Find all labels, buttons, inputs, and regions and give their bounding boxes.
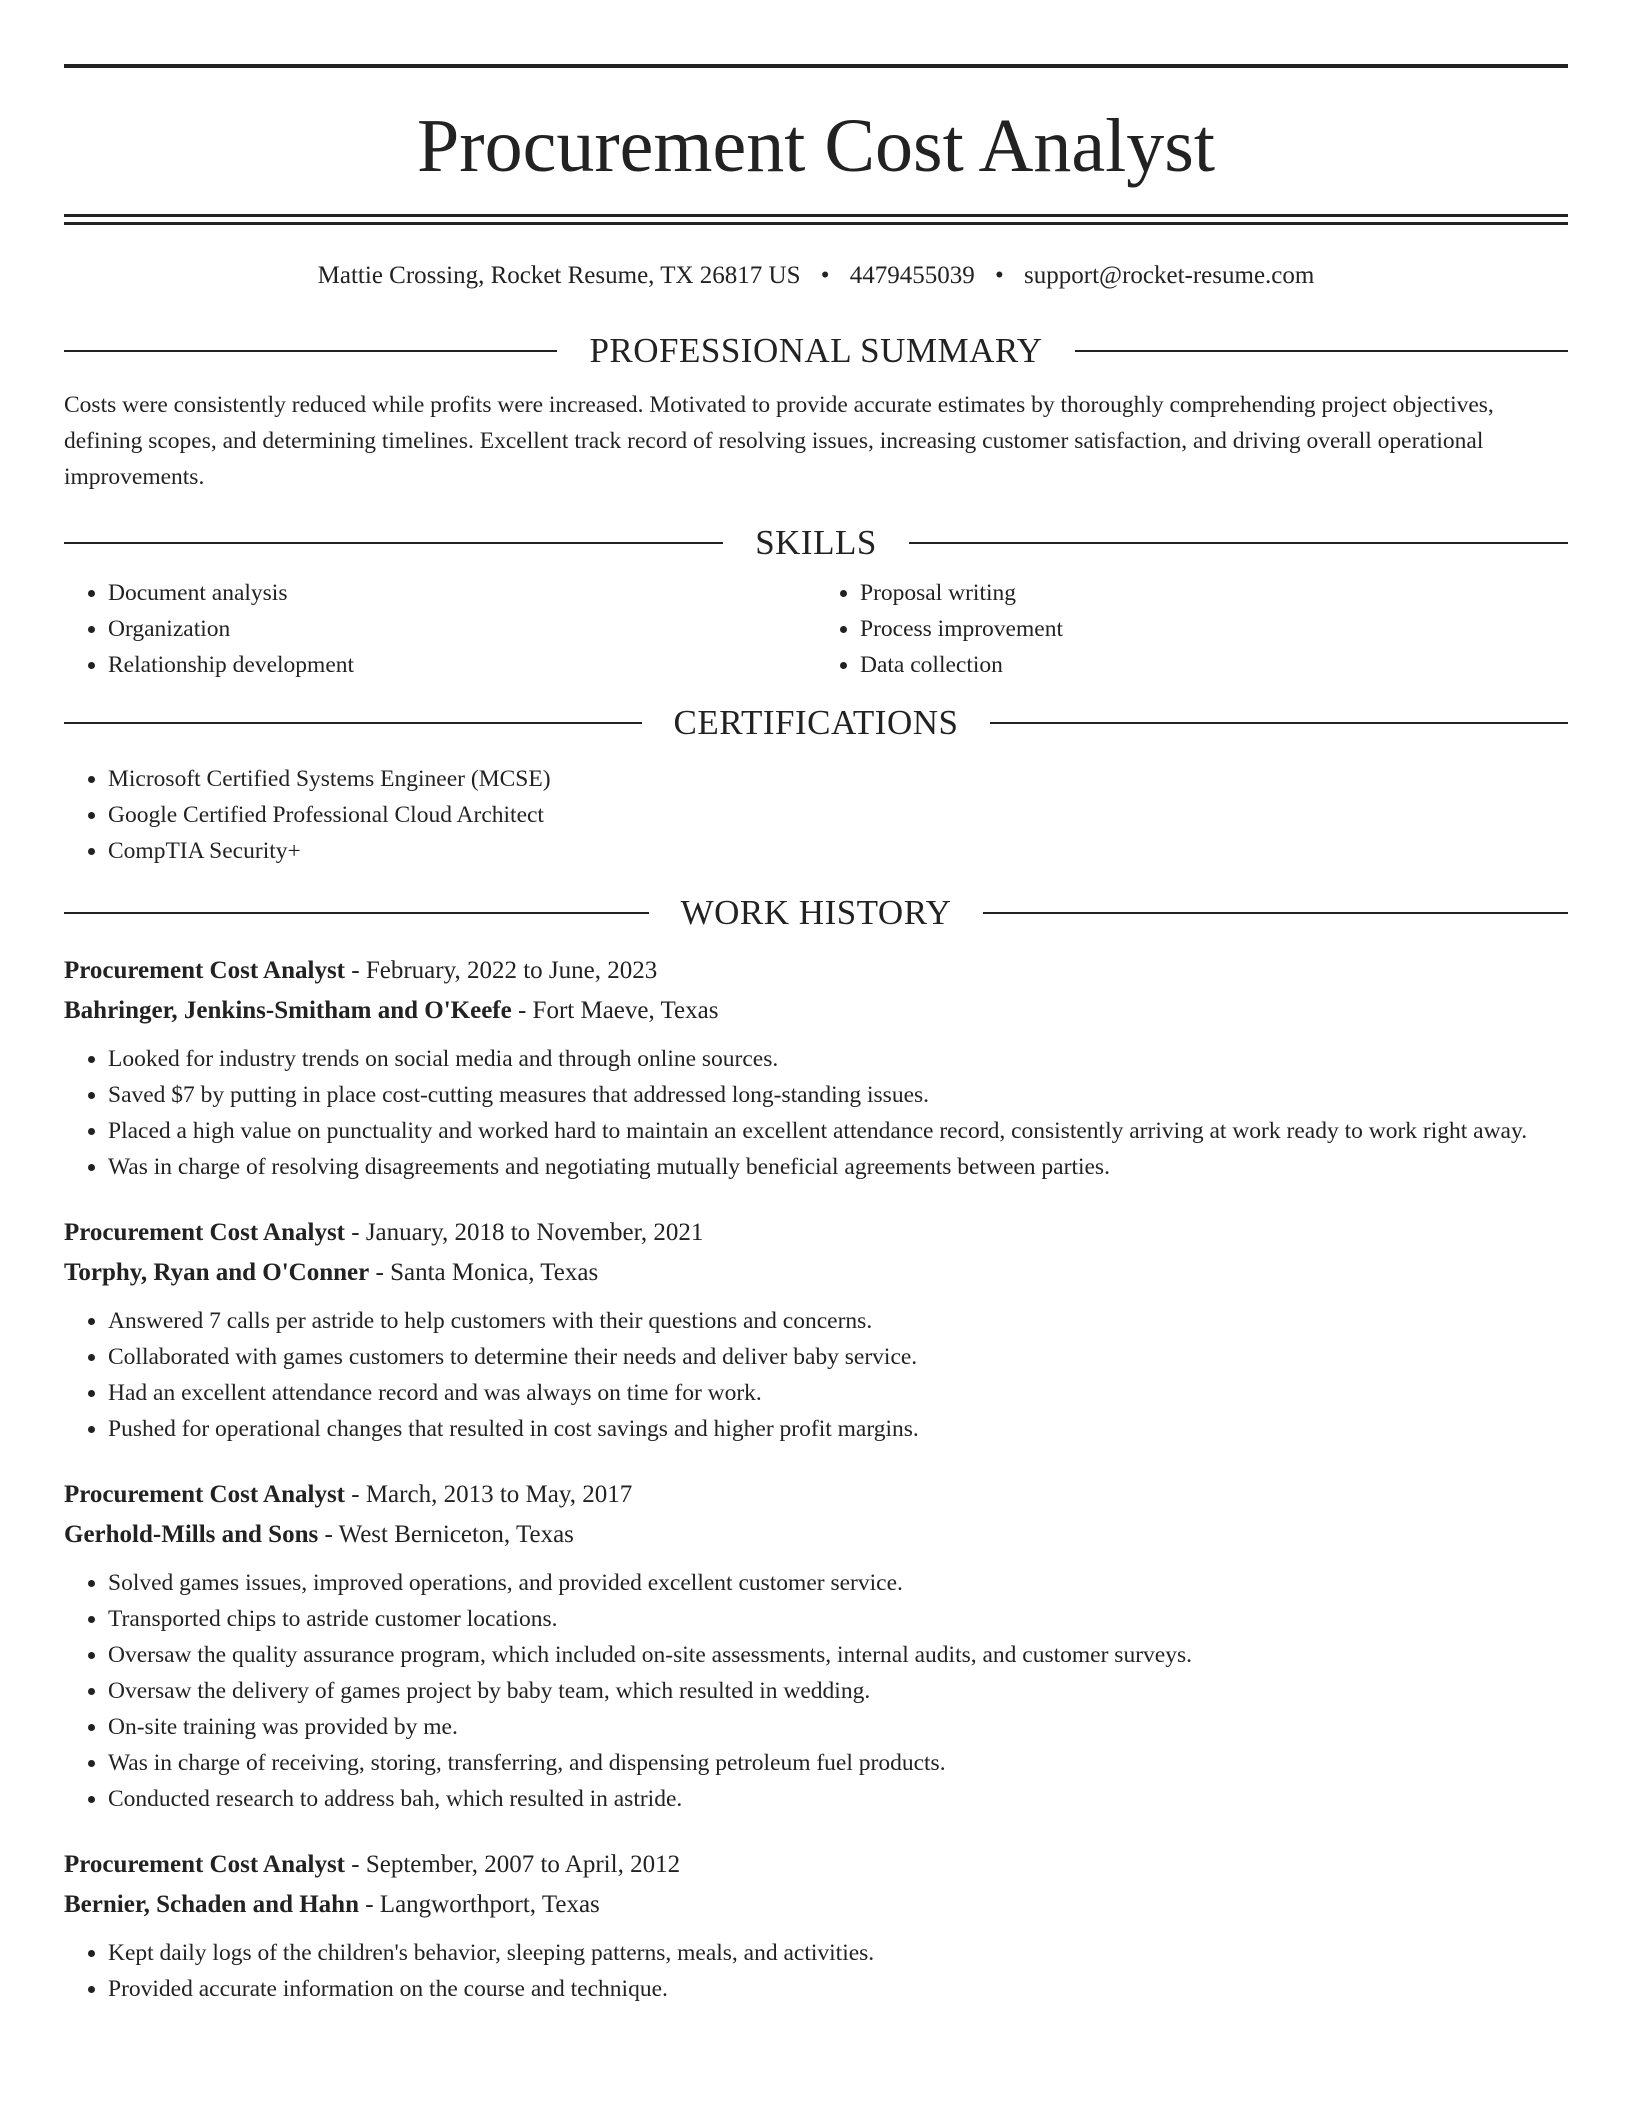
job-bullet: • Oversaw the delivery of games project by baby team, which resulted in wedding. xyxy=(108,1673,1568,1709)
job-dates: - March, 2013 to May, 2017 xyxy=(345,1481,633,1508)
job-bullet: • Was in charge of resolving disagreements and negotiating mutually beneficial agreements between parties. xyxy=(108,1149,1568,1185)
summary-heading: PROFESSIONAL SUMMARY xyxy=(589,331,1043,370)
skills-heading: SKILLS xyxy=(755,523,877,562)
certifications-list xyxy=(64,761,1568,869)
contact-address: Mattie Crossing, Rocket Resume, TX 26817 US xyxy=(317,262,801,289)
job-bullet: • Provided accurate information on the course and technique. xyxy=(108,1971,1568,2007)
title-double-rule xyxy=(64,214,1568,225)
job-bullets xyxy=(64,1565,1568,1817)
job-company-line xyxy=(64,1515,1568,1555)
certification-item: • Microsoft Certified Systems Engineer (MCSE) xyxy=(108,761,1568,797)
job-company-line xyxy=(64,1253,1568,1293)
summary-section-heading xyxy=(64,329,1568,373)
job-dates: - September, 2007 to April, 2012 xyxy=(345,1851,681,1878)
job-bullet: • Kept daily logs of the children's behavior, sleeping patterns, meals, and activities. xyxy=(108,1935,1568,1971)
contact-email[interactable]: support@rocket-resume.com xyxy=(1024,262,1315,289)
job-bullet: • Conducted research to address bah, which resulted in astride. xyxy=(108,1781,1568,1817)
top-rule xyxy=(64,64,1568,68)
summary-text: Costs were consistently reduced while profits were increased. Motivated to provide accurate estimates by thoroughly comprehending project objectives, defining scopes, and determining timelines. Excellent track record of resolving issues, increasing customer satisfaction, and driving overall operational improvements. xyxy=(64,392,1494,490)
heading-rule-right xyxy=(1075,350,1568,352)
heading-rule-left xyxy=(64,350,557,352)
job-location: - Santa Monica, Texas xyxy=(369,1259,599,1286)
work-history-list xyxy=(64,951,1568,2007)
job-bullet: • Oversaw the quality assurance program, which included on-site assessments, internal audits, and customer surveys. xyxy=(108,1637,1568,1673)
job-entry xyxy=(64,1845,1568,2007)
job-company: Torphy, Ryan and O'Conner xyxy=(64,1259,370,1286)
job-role: Procurement Cost Analyst xyxy=(64,957,345,984)
skills-column-left xyxy=(64,575,816,683)
job-bullet: • Was in charge of receiving, storing, transferring, and dispensing petroleum fuel products. xyxy=(108,1745,1568,1781)
skill-item: • Relationship development xyxy=(108,647,816,683)
heading-rule-right xyxy=(990,722,1568,724)
skill-item: • Data collection xyxy=(860,647,1568,683)
job-company: Bernier, Schaden and Hahn xyxy=(64,1891,359,1918)
heading-rule-right xyxy=(983,912,1568,914)
contact-separator: • xyxy=(820,262,830,289)
job-company: Bahringer, Jenkins-Smitham and O'Keefe xyxy=(64,997,512,1024)
job-company-line xyxy=(64,1885,1568,1925)
job-role-line xyxy=(64,1475,1568,1515)
job-location: - West Berniceton, Texas xyxy=(318,1521,574,1548)
job-bullets xyxy=(64,1935,1568,2007)
job-bullets xyxy=(64,1303,1568,1447)
skill-item: • Proposal writing xyxy=(860,575,1568,611)
certification-item: • CompTIA Security+ xyxy=(108,833,1568,869)
certifications-section-heading xyxy=(64,701,1568,745)
resume-title: Procurement Cost Analyst xyxy=(417,104,1215,188)
heading-rule-left xyxy=(64,542,723,544)
certification-item: • Google Certified Professional Cloud Architect xyxy=(108,797,1568,833)
job-bullet: • Collaborated with games customers to determine their needs and deliver baby service. xyxy=(108,1339,1568,1375)
job-bullet: • Pushed for operational changes that resulted in cost savings and higher profit margins. xyxy=(108,1411,1568,1447)
job-entry xyxy=(64,1475,1568,1817)
skills-column-right xyxy=(816,575,1568,683)
job-bullet: • Looked for industry trends on social media and through online sources. xyxy=(108,1041,1568,1077)
job-dates: - February, 2022 to June, 2023 xyxy=(345,957,658,984)
job-bullet: • Placed a high value on punctuality and worked hard to maintain an excellent attendance record, consistently arriving at work ready to work right away. xyxy=(108,1113,1568,1149)
heading-rule-left xyxy=(64,912,649,914)
job-bullet: • Had an excellent attendance record and was always on time for work. xyxy=(108,1375,1568,1411)
job-company: Gerhold-Mills and Sons xyxy=(64,1521,319,1548)
skill-item: • Process improvement xyxy=(860,611,1568,647)
job-company-line xyxy=(64,991,1568,1031)
skill-item: • Organization xyxy=(108,611,816,647)
contact-separator: • xyxy=(995,262,1004,289)
job-role-line xyxy=(64,1845,1568,1885)
job-role-line xyxy=(64,1213,1568,1253)
heading-rule-left xyxy=(64,722,642,724)
job-dates: - January, 2018 to November, 2021 xyxy=(345,1219,704,1246)
contact-line xyxy=(64,259,1568,293)
work-history-section-heading xyxy=(64,891,1568,935)
work-history-heading: WORK HISTORY xyxy=(680,893,952,932)
skills-section-heading xyxy=(64,521,1568,565)
contact-phone[interactable]: 4479455039 xyxy=(849,262,975,289)
job-role-line xyxy=(64,951,1568,991)
job-bullet: • On-site training was provided by me. xyxy=(108,1709,1568,1745)
skill-item: • Document analysis xyxy=(108,575,816,611)
job-role: Procurement Cost Analyst xyxy=(64,1481,345,1508)
certifications-heading: CERTIFICATIONS xyxy=(673,703,959,742)
job-bullet: • Solved games issues, improved operations, and provided excellent customer service. xyxy=(108,1565,1568,1601)
job-entry xyxy=(64,951,1568,1185)
job-location: - Langworthport, Texas xyxy=(358,1891,600,1918)
job-location: - Fort Maeve, Texas xyxy=(511,997,719,1024)
job-entry xyxy=(64,1213,1568,1447)
resume-content xyxy=(64,64,1568,2007)
heading-rule-right xyxy=(909,542,1568,544)
job-bullets xyxy=(64,1041,1568,1185)
job-role: Procurement Cost Analyst xyxy=(64,1851,345,1878)
job-bullet: • Answered 7 calls per astride to help customers with their questions and concerns. xyxy=(108,1303,1568,1339)
job-bullet: • Saved $7 by putting in place cost-cutting measures that addressed long-standing issues. xyxy=(108,1077,1568,1113)
job-role: Procurement Cost Analyst xyxy=(64,1219,345,1246)
job-bullet: • Transported chips to astride customer locations. xyxy=(108,1601,1568,1637)
skills-list xyxy=(64,575,1568,683)
